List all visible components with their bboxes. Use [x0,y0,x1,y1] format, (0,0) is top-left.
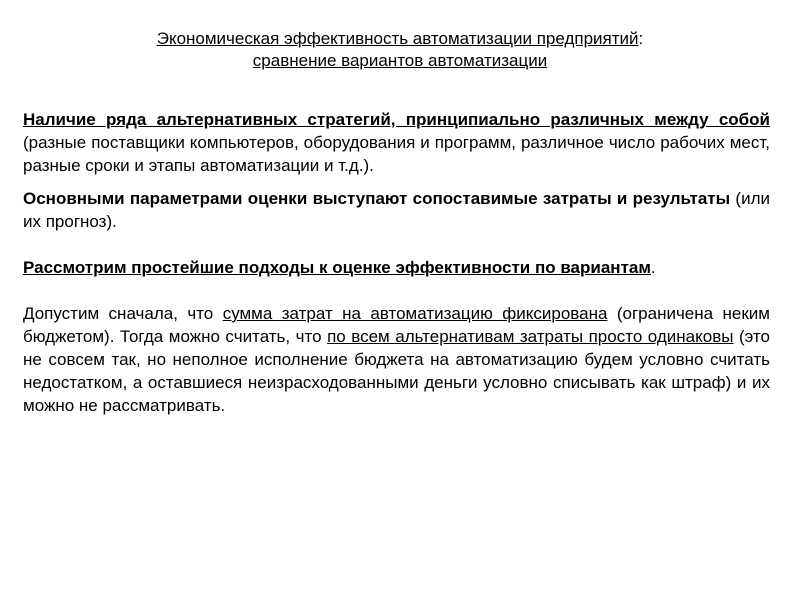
title-line-1 [0,28,800,50]
alternatives-emphasis: Наличие ряда альтернативных стратегий, принципиально различных между собой [23,110,770,129]
assumption-equal-cost: по всем альтернативам затраты просто одинаковы [327,327,734,346]
title-line-1-text: Экономическая эффективность автоматизации предприятий [156,29,639,48]
paragraph-alternatives [23,108,770,177]
assumption-rest: (это не совсем так, но неполное исполнение бюджета на автоматизацию будем условно считать недостатком, а оставшиеся неизрасходованными деньги условно списывать как штраф) и их можно не рассматривать. [23,327,770,415]
approaches-rest: . [650,258,656,277]
slide-body [23,108,770,417]
paragraph-assumption [23,302,770,417]
paragraph-parameters [23,187,770,233]
parameters-rest: (или их прогноз). [23,189,770,231]
assumption-middle: (ограничена неким бюджетом). Тогда можно считать, что [23,304,770,346]
assumption-fixed-cost: сумма затрат на автоматизацию фиксирована [222,304,608,323]
title-line-1-colon: : [638,29,644,48]
paragraph-approaches [23,256,770,279]
approaches-emphasis: Рассмотрим простейшие подходы к оценке эффективности по вариантам [23,258,651,277]
assumption-intro: Допустим сначала, что [23,304,223,323]
parameters-emphasis: Основными параметрами оценки выступают сопоставимые затраты и результаты [23,189,731,208]
slide-title [0,28,800,72]
alternatives-rest: (разные поставщики компьютеров, оборудования и программ, различное число рабочих мест, разные сроки и этапы автоматизации и т.д.). [23,133,770,175]
title-line-2: сравнение вариантов автоматизации [252,51,548,70]
